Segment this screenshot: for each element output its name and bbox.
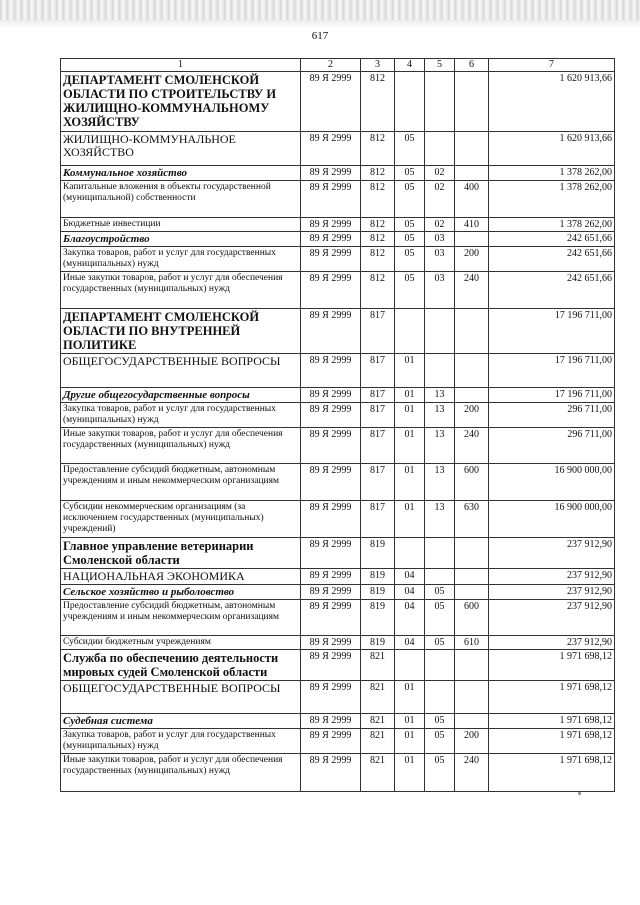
program-code: 89 Я 2999 <box>301 538 361 569</box>
expense-type-code: 200 <box>455 729 489 754</box>
row-name: Бюджетные инвестиции <box>61 218 301 232</box>
subsection-code: 05 <box>425 754 455 792</box>
amount: 1 378 262,00 <box>489 166 615 181</box>
expense-type-code: 400 <box>455 181 489 218</box>
row-name: Иные закупки товаров, работ и услуг для обеспечения государственных (муниципальных) нужд <box>61 428 301 464</box>
expense-type-code: 200 <box>455 403 489 428</box>
program-code: 89 Я 2999 <box>301 388 361 403</box>
subsection-code: 13 <box>425 501 455 538</box>
program-code: 89 Я 2999 <box>301 166 361 181</box>
program-code: 89 Я 2999 <box>301 181 361 218</box>
section-code <box>395 72 425 132</box>
column-header: 2 <box>301 59 361 72</box>
program-code: 89 Я 2999 <box>301 501 361 538</box>
amount: 1 971 698,12 <box>489 754 615 792</box>
department-code: 821 <box>361 754 395 792</box>
section-code: 05 <box>395 247 425 272</box>
department-code: 819 <box>361 585 395 600</box>
table-row <box>61 232 615 247</box>
expense-type-code <box>455 569 489 585</box>
expense-type-code: 630 <box>455 501 489 538</box>
table-row <box>61 636 615 650</box>
section-code: 05 <box>395 272 425 309</box>
amount: 242 651,66 <box>489 247 615 272</box>
section-code: 01 <box>395 501 425 538</box>
subsection-code: 05 <box>425 714 455 729</box>
department-code: 812 <box>361 247 395 272</box>
program-code: 89 Я 2999 <box>301 569 361 585</box>
row-name: Иные закупки товаров, работ и услуг для обеспечения государственных (муниципальных) нужд <box>61 754 301 792</box>
table-row <box>61 569 615 585</box>
section-code: 05 <box>395 232 425 247</box>
amount: 237 912,90 <box>489 538 615 569</box>
department-code: 817 <box>361 309 395 354</box>
row-name: Благоустройство <box>61 232 301 247</box>
expense-type-code <box>455 388 489 403</box>
row-name: Главное управление ветеринарии Смоленской области <box>61 538 301 569</box>
amount: 1 620 913,66 <box>489 132 615 166</box>
subsection-code: 02 <box>425 218 455 232</box>
column-header: 4 <box>395 59 425 72</box>
subsection-code: 02 <box>425 166 455 181</box>
row-name: Судебная система <box>61 714 301 729</box>
amount: 237 912,90 <box>489 636 615 650</box>
column-header: 3 <box>361 59 395 72</box>
table-row <box>61 464 615 501</box>
program-code: 89 Я 2999 <box>301 754 361 792</box>
section-code: 01 <box>395 428 425 464</box>
row-name: Коммунальное хозяйство <box>61 166 301 181</box>
subsection-code <box>425 681 455 714</box>
row-name: ЖИЛИЩНО-КОММУНАЛЬНОЕ ХОЗЯЙСТВО <box>61 132 301 166</box>
amount: 16 900 000,00 <box>489 464 615 501</box>
amount: 1 971 698,12 <box>489 650 615 681</box>
table-row <box>61 166 615 181</box>
amount: 237 912,90 <box>489 585 615 600</box>
department-code: 817 <box>361 464 395 501</box>
expense-type-code <box>455 232 489 247</box>
subsection-code: 03 <box>425 272 455 309</box>
subsection-code <box>425 650 455 681</box>
table-row <box>61 650 615 681</box>
section-code <box>395 309 425 354</box>
subsection-code: 03 <box>425 232 455 247</box>
row-name: ДЕПАРТАМЕНТ СМОЛЕНСКОЙ ОБЛАСТИ ПО ВНУТРЕННЕЙ ПОЛИТИКЕ <box>61 309 301 354</box>
department-code: 817 <box>361 428 395 464</box>
row-name: Капитальные вложения в объекты государственной (муниципальной) собственности <box>61 181 301 218</box>
section-code: 01 <box>395 403 425 428</box>
program-code: 89 Я 2999 <box>301 600 361 636</box>
section-code: 01 <box>395 354 425 388</box>
amount: 1 620 913,66 <box>489 72 615 132</box>
expense-type-code: 610 <box>455 636 489 650</box>
amount: 1 971 698,12 <box>489 714 615 729</box>
expense-type-code <box>455 681 489 714</box>
row-name: Служба по обеспечению деятельности мировых судей Смоленской области <box>61 650 301 681</box>
table-row <box>61 247 615 272</box>
subsection-code: 13 <box>425 403 455 428</box>
department-code: 812 <box>361 272 395 309</box>
section-code: 01 <box>395 714 425 729</box>
table-row <box>61 681 615 714</box>
department-code: 817 <box>361 354 395 388</box>
department-code: 817 <box>361 388 395 403</box>
amount: 296 711,00 <box>489 428 615 464</box>
subsection-code: 05 <box>425 636 455 650</box>
table-row <box>61 729 615 754</box>
column-header: 7 <box>489 59 615 72</box>
expense-type-code: 240 <box>455 754 489 792</box>
section-code: 04 <box>395 636 425 650</box>
program-code: 89 Я 2999 <box>301 464 361 501</box>
row-name: Закупка товаров, работ и услуг для государственных (муниципальных) нужд <box>61 729 301 754</box>
program-code: 89 Я 2999 <box>301 247 361 272</box>
row-name: Сельское хозяйство и рыболовство <box>61 585 301 600</box>
row-name: НАЦИОНАЛЬНАЯ ЭКОНОМИКА <box>61 569 301 585</box>
amount: 242 651,66 <box>489 272 615 309</box>
table-row <box>61 600 615 636</box>
table-row <box>61 538 615 569</box>
amount: 237 912,90 <box>489 600 615 636</box>
scan-speck <box>578 792 581 795</box>
department-code: 819 <box>361 636 395 650</box>
amount: 17 196 711,00 <box>489 309 615 354</box>
section-code: 01 <box>395 464 425 501</box>
section-code: 05 <box>395 132 425 166</box>
section-code: 04 <box>395 600 425 636</box>
department-code: 812 <box>361 166 395 181</box>
table-row <box>61 272 615 309</box>
budget-table <box>60 58 615 792</box>
scan-noise-band <box>0 0 640 20</box>
expense-type-code <box>455 132 489 166</box>
department-code: 812 <box>361 181 395 218</box>
scan-noise-fade <box>0 20 640 28</box>
program-code: 89 Я 2999 <box>301 309 361 354</box>
program-code: 89 Я 2999 <box>301 272 361 309</box>
section-code: 05 <box>395 181 425 218</box>
table-row <box>61 501 615 538</box>
row-name: Закупка товаров, работ и услуг для государственных (муниципальных) нужд <box>61 403 301 428</box>
table-row <box>61 403 615 428</box>
amount: 1 971 698,12 <box>489 681 615 714</box>
table-row <box>61 714 615 729</box>
amount: 242 651,66 <box>489 232 615 247</box>
section-code: 01 <box>395 681 425 714</box>
department-code: 821 <box>361 729 395 754</box>
subsection-code: 02 <box>425 181 455 218</box>
department-code: 819 <box>361 538 395 569</box>
row-name: Предоставление субсидий бюджетным, автономным учреждениям и иным некоммерческим организациям <box>61 464 301 501</box>
subsection-code: 13 <box>425 428 455 464</box>
column-header: 1 <box>61 59 301 72</box>
program-code: 89 Я 2999 <box>301 232 361 247</box>
expense-type-code <box>455 354 489 388</box>
page-number: 617 <box>311 30 329 42</box>
program-code: 89 Я 2999 <box>301 72 361 132</box>
expense-type-code: 600 <box>455 600 489 636</box>
row-name: Субсидии некоммерческим организациям (за исключением государственных (муниципальных) учреждений) <box>61 501 301 538</box>
section-code: 05 <box>395 166 425 181</box>
program-code: 89 Я 2999 <box>301 585 361 600</box>
subsection-code: 05 <box>425 600 455 636</box>
table-row <box>61 428 615 464</box>
expense-type-code <box>455 650 489 681</box>
table-row <box>61 132 615 166</box>
row-name: Предоставление субсидий бюджетным, автономным учреждениям и иным некоммерческим организациям <box>61 600 301 636</box>
table-row <box>61 585 615 600</box>
amount: 17 196 711,00 <box>489 354 615 388</box>
table-row <box>61 181 615 218</box>
expense-type-code <box>455 714 489 729</box>
table-row <box>61 309 615 354</box>
subsection-code <box>425 309 455 354</box>
program-code: 89 Я 2999 <box>301 428 361 464</box>
program-code: 89 Я 2999 <box>301 650 361 681</box>
table-row <box>61 72 615 132</box>
section-code: 04 <box>395 569 425 585</box>
row-name: ОБЩЕГОСУДАРСТВЕННЫЕ ВОПРОСЫ <box>61 354 301 388</box>
program-code: 89 Я 2999 <box>301 681 361 714</box>
department-code: 819 <box>361 600 395 636</box>
amount: 1 971 698,12 <box>489 729 615 754</box>
subsection-code: 13 <box>425 464 455 501</box>
section-code: 04 <box>395 585 425 600</box>
section-code <box>395 538 425 569</box>
subsection-code: 05 <box>425 585 455 600</box>
amount: 296 711,00 <box>489 403 615 428</box>
subsection-code <box>425 72 455 132</box>
subsection-code <box>425 354 455 388</box>
department-code: 821 <box>361 650 395 681</box>
subsection-code: 05 <box>425 729 455 754</box>
department-code: 821 <box>361 714 395 729</box>
row-name: ОБЩЕГОСУДАРСТВЕННЫЕ ВОПРОСЫ <box>61 681 301 714</box>
expense-type-code: 600 <box>455 464 489 501</box>
section-code: 01 <box>395 729 425 754</box>
expense-type-code <box>455 72 489 132</box>
section-code <box>395 650 425 681</box>
program-code: 89 Я 2999 <box>301 714 361 729</box>
subsection-code: 03 <box>425 247 455 272</box>
program-code: 89 Я 2999 <box>301 132 361 166</box>
table-row <box>61 388 615 403</box>
department-code: 821 <box>361 681 395 714</box>
column-number-row <box>61 59 615 72</box>
expense-type-code <box>455 309 489 354</box>
expense-type-code: 240 <box>455 272 489 309</box>
column-header: 5 <box>425 59 455 72</box>
amount: 16 900 000,00 <box>489 501 615 538</box>
department-code: 819 <box>361 569 395 585</box>
row-name: Другие общегосударственные вопросы <box>61 388 301 403</box>
amount: 237 912,90 <box>489 569 615 585</box>
department-code: 812 <box>361 132 395 166</box>
program-code: 89 Я 2999 <box>301 403 361 428</box>
amount: 17 196 711,00 <box>489 388 615 403</box>
row-name: Субсидии бюджетным учреждениям <box>61 636 301 650</box>
column-header: 6 <box>455 59 489 72</box>
subsection-code: 13 <box>425 388 455 403</box>
row-name: Закупка товаров, работ и услуг для государственных (муниципальных) нужд <box>61 247 301 272</box>
program-code: 89 Я 2999 <box>301 636 361 650</box>
department-code: 812 <box>361 72 395 132</box>
subsection-code <box>425 132 455 166</box>
subsection-code <box>425 569 455 585</box>
expense-type-code <box>455 538 489 569</box>
section-code: 01 <box>395 754 425 792</box>
table-row <box>61 754 615 792</box>
subsection-code <box>425 538 455 569</box>
expense-type-code: 200 <box>455 247 489 272</box>
expense-type-code: 240 <box>455 428 489 464</box>
department-code: 812 <box>361 218 395 232</box>
amount: 1 378 262,00 <box>489 181 615 218</box>
expense-type-code <box>455 166 489 181</box>
program-code: 89 Я 2999 <box>301 729 361 754</box>
section-code: 01 <box>395 388 425 403</box>
program-code: 89 Я 2999 <box>301 354 361 388</box>
department-code: 812 <box>361 232 395 247</box>
row-name: Иные закупки товаров, работ и услуг для обеспечения государственных (муниципальных) нужд <box>61 272 301 309</box>
section-code: 05 <box>395 218 425 232</box>
expense-type-code: 410 <box>455 218 489 232</box>
department-code: 817 <box>361 403 395 428</box>
amount: 1 378 262,00 <box>489 218 615 232</box>
department-code: 817 <box>361 501 395 538</box>
row-name: ДЕПАРТАМЕНТ СМОЛЕНСКОЙ ОБЛАСТИ ПО СТРОИТЕЛЬСТВУ И ЖИЛИЩНО-КОММУНАЛЬНОМУ ХОЗЯЙСТВУ <box>61 72 301 132</box>
expense-type-code <box>455 585 489 600</box>
table-row <box>61 354 615 388</box>
table-row <box>61 218 615 232</box>
program-code: 89 Я 2999 <box>301 218 361 232</box>
